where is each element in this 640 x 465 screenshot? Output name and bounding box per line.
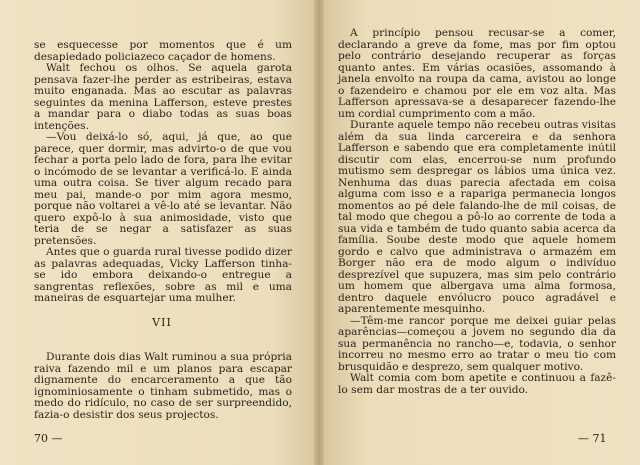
left-paragraph-1: se esquecesse por momentos que é um desapiedado policiazeco caçador de homens. [34, 39, 292, 63]
chapter-opening-text [34, 352, 292, 421]
right-paragraph-4: Walt comia com bom apetite e continuou a fazê-lo sem dar mostras de a ter ouvido. [338, 372, 616, 396]
right-paragraph-2: Durante aquele tempo não recebeu outras visitas além da sua linda carcereira e da senhora Lafferson e sabendo que era completamente inútil discutir com elas, encerrou-se num profundo mutismo sem despregar os lábios uma única vez. Nenhuma das duas parecia afectada em coisa alguma com isso e a rapariga permanecia longos momentos ao pé dele falando-lhe de mil coisas, de tal modo que chegou a pô-lo ao corrente de toda a sua vida e também de tudo quanto sabia acerca da família. Soube deste modo que aquele homem gordo e calvo que administrava o armazém em Borger não era de modo algum o indivíduo desprezível que supuzera, mas sim pelo contrário um homem que albergava uma alma formosa, dentro daquele envólucro pouco agradável e aparentemente mesquinho. [338, 119, 616, 315]
right-paragraph-1: A princípio pensou recusar-se a comer, declarando a greve da fome, mas por fim optou pelo contrário desejando recuperar as forças quanto antes. Em várias ocasiões, assomando à janela envolto na roupa da cama, avistou ao longe o fazendeiro e chamou por ele em voz alta. Mas Lafferson apressava-se a desaparecer fazendo-lhe um cordial cumprimento com a mão. [338, 27, 616, 120]
right-paragraph-3: —Têm-me rancor porque me deixei guiar pelas aparências—começou a jovem no segundo dia da sua permanência no rancho—e, todavia, o senhor incorreu no mesmo erro ao tratar o meu tio com brusquidão e desprezo, sem qualquer motivo. [338, 314, 616, 373]
page-number-right: — 71 [578, 432, 607, 445]
left-paragraph-3: —Vou deixá-lo só, aqui, já que, ao que parece, quer dormir, mas advirto-o de que vou fechar a porta pelo lado de fora, para lhe evitar o incómodo de se levantar a verificá-lo. E ainda uma outra coisa. Se tiver algum recado para meu pai, mande-o por mim agora mesmo, porque não voltarei a vê-lo até se levantar. Não quero expô-lo à sua animosidade, visto que teria de se negar a satisfazer as suas pretensões. [34, 131, 292, 247]
left-paragraph-4: Antes que o guarda rural tivesse podido dizer as palavras adequadas, Vicky Lafferson tinha-se ido embora deixando-o entregue a sangrentas reflexões, sobre as mil e uma maneiras de esquartejar uma mulher. [34, 246, 292, 304]
right-page-text [338, 28, 616, 396]
chapter-heading: VII [152, 316, 172, 329]
page-number-left: 70 — [34, 432, 63, 445]
book-gutter [314, 0, 324, 465]
left-page-text [34, 40, 292, 305]
chapter-paragraph: Durante dois dias Walt ruminou a sua própria raiva fazendo mil e um planos para escapar dignamente do encarceramento a que tão ignominiosamente o tinham submetido, mas o medo do ridículo, no caso de ser surpreendido, fazia-o desistir dos seus projectos. [34, 351, 292, 421]
left-paragraph-2: Walt fechou os olhos. Se aquela garota pensava fazer-lhe perder as estribeiras, estava muito enganada. Mas ao escutar as palavras seguintes da menina Lafferson, esteve prestes a mandar para o diabo todas as suas boas intenções. [34, 62, 292, 132]
